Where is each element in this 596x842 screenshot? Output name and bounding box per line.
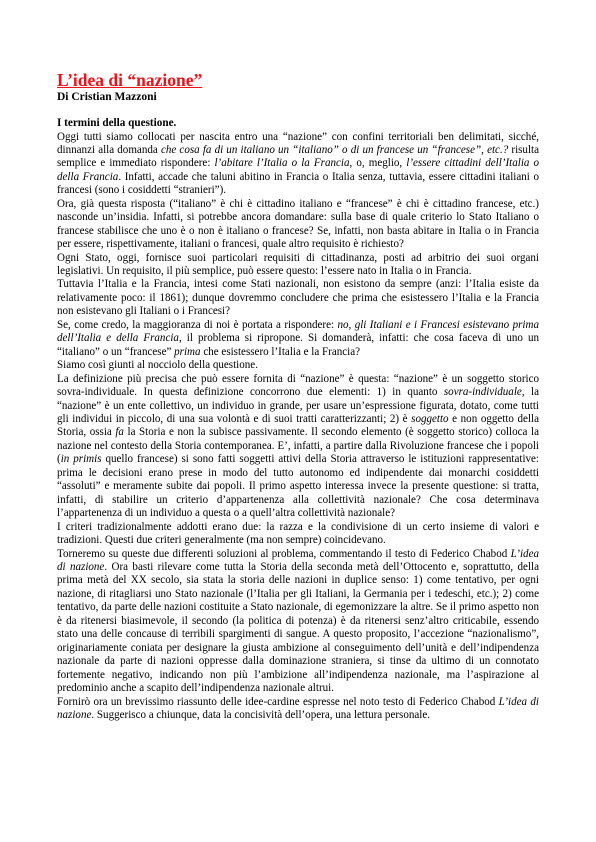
text-run: la Storia e non la subisce passivamente. Il secondo elemento (è soggetto storico) colloca la nazione nel contesto della Storia contemporanea. E’, infatti, a partire dalla Rivoluzione francese che i popoli ( (57, 426, 539, 466)
text-run: Torneremo su queste due differenti soluzioni al problema, commentando il testo di Federico Chabod (57, 547, 511, 560)
text-run: Siamo così giunti al nocciolo della questione. (57, 359, 258, 372)
italic-text: soggetto (411, 413, 449, 426)
paragraph (57, 131, 539, 198)
paragraph (57, 252, 539, 279)
italic-text: fa (115, 426, 124, 439)
paragraph (57, 278, 539, 318)
italic-text: sovra-individuale (443, 386, 522, 399)
text-run: . Ora basti rilevare come tutta la Storia della seconda metà dell’Ottocento e, soprattutto, della prima metà del XX secolo, sia stata la storia delle nazioni in duplice senso: 1) come tentativo, per ogni nazione, di ritagliarsi uno Stato nazionale (l’Italia per gli Italiani, la Germania per i tedeschi, etc.); 2) come tentativo, da parte delle nazioni costituite a Stato nazionale, di egemonizzare la altre. Se il primo aspetto non è da ritenersi biasimevole, il secondo (la politica di potenza) è da ritenersi senz’altro criticabile, essendo stato una delle concause di terribili spargimenti di sangue. A questo proposito, l’accezione “nazionalismo”, originariamente coniata per designare la giusta ambizione al conseguimento dell’unità e dell’indipendenza nazionale da parte di nazioni oppresse dalla dominazione straniera, si tinse da ultimo di un connotato fortemente negativo, indicando non più l’ambizione all’indipendenza nazionale, ma l’aspirazione al predominio anche a scapito dell’indipendenza nazionale altrui. (57, 561, 539, 695)
paragraph (57, 696, 539, 723)
text-run: risulta semplice e immediato rispondere: (57, 143, 539, 170)
italic-text: l’abitare l’Italia o la Francia (214, 157, 350, 170)
paragraph (57, 548, 539, 696)
text-run: Se, come credo, la maggioranza di noi è portata a rispondere: (57, 318, 338, 331)
text-run: La definizione più precisa che può essere fornita di “nazione” è questa: “nazione” è un soggetto storico sovra-individuale. In questa definizione concorrono due elementi: 1) in quanto (57, 372, 539, 399)
paragraph (57, 359, 539, 372)
section-heading: I termini della questione. (57, 117, 177, 129)
italic-text: L’idea di nazione (57, 695, 539, 721)
text-run: . Infatti, accade che taluni abitino in Francia o Italia senza, tuttavia, essere cittadini italiani o francesi (sono i cosiddetti “stranieri”). (57, 170, 539, 197)
paragraph (57, 319, 539, 359)
document-body (57, 131, 539, 723)
italic-text: no, gli Italiani e i Francesi esistevano prima dell’Italia e della Francia (57, 318, 539, 345)
italic-text: prima (174, 345, 201, 358)
text-run: quello francese) si sono fatti soggetti attivi della Storia attraverso le istituzioni rappresentative: prima le decisioni erano prese in modo del tutto autonomo ed indipendente dai monarchi cosiddetti “assoluti” e meramente subite dai popoli. Il primo aspetto interessa invece la presente questione: si tratta, infatti, di stabilire un criterio d’appartenenza alla collettività nazionale? Che cosa determinava l’appartenenza di un individuo a questa o a quell’altra collettività nazionale? (57, 453, 540, 520)
text-run: e non oggetto della Storia, ossia (57, 413, 540, 439)
text-run: I criteri tradizionalmente addotti erano due: la razza e la condivisione di un certo insieme di valori e tradizioni. Questi due criteri generalmente (ma non sempre) coincidevano. (57, 520, 539, 547)
text-run: Ogni Stato, oggi, fornisce suoi particolari requisiti di cittadinanza, posti ad arbitrio dei suoi organi legislativi. Un requisito, il più semplice, può essere questo: l’essere nato in Italia o in Francia. (57, 251, 539, 278)
text-run: . Suggerisco a chiunque, data la concisività dell’opera, una lettura personale. (91, 708, 431, 721)
italic-text: in primis (60, 453, 102, 466)
text-run: , la “nazione” è un ente collettivo, un individuo in grande, per usare un’espressione figurata, dotato, come tutti gli individui in piccolo, di una sua volontà e di suoi tratti caratterizzanti; 2) è (57, 386, 539, 426)
document-title: L’idea di “nazione” (57, 70, 203, 90)
text-run: che esistessero l’Italia e la Francia? (200, 345, 361, 358)
text-run: , il problema si ripropone. Si domanderà, infatti: che cosa faceva di uno un “italiano” o un “francese” (57, 332, 539, 358)
text-run: Oggi tutti siamo collocati per nascita entro una “nazione” con confini territoriali ben delimitati, sicché, dinnanzi alla domanda (57, 130, 539, 156)
document-author: Di Cristian Mazzoni (57, 91, 157, 103)
text-run: Tuttavia l’Italia e la Francia, intesi come Stati nazionali, non esistono da sempre (anzi: l’Italia esiste da relativamente poco: il 1861); dunque dovremmo concludere che prima che esistessero l’Italia e la Francia non esistevano gli Italiani o i Francesi? (57, 278, 539, 318)
paragraph (57, 373, 539, 521)
italic-text: L’idea di nazione (57, 547, 539, 573)
text-run: Ora, già questa risposta (“italiano” è chi è cittadino italiano e “francese” è chi è cittadino francese, etc.) nasconde un’insidia. Infatti, si potrebbe ancora domandare: sulla base di quale criterio lo Stato Italiano o francese stabilisce che uno è o non è italiano o francese? Se, infatti, non basta abitare in Italia o in Francia per essere, rispettivamente, italiani o francesi, quale altro requisito è richiesto? (57, 197, 539, 251)
text-run: Fornirò ora un brevissimo riassunto delle idee-cardine espresse nel noto testo di Federico Chabod (57, 695, 499, 708)
italic-text: che cosa fa di un italiano un “italiano” o di un francese un “francese”, etc.? (160, 143, 509, 156)
text-run: , o, meglio, (349, 157, 407, 170)
paragraph (57, 521, 539, 548)
italic-text: l’essere cittadini dell’Italia o della Francia (57, 157, 540, 183)
paragraph (57, 198, 539, 252)
